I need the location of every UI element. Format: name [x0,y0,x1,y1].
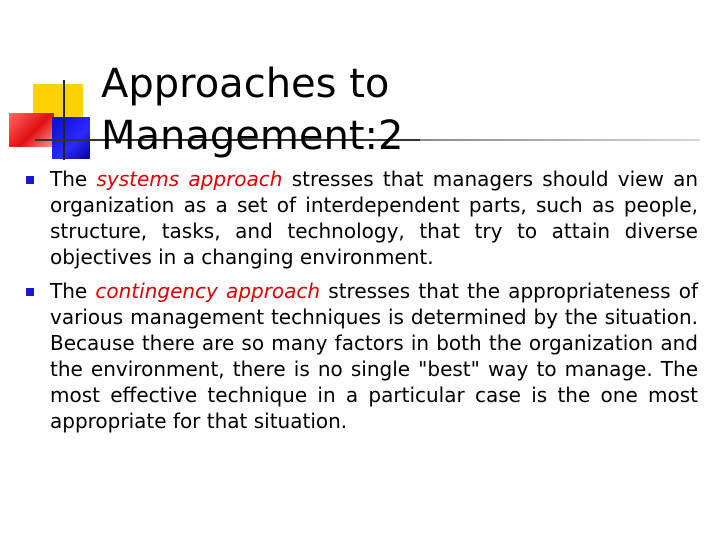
logo-blue-square [52,117,90,159]
slide-title [101,58,521,162]
bullet-item-contingency [22,278,698,434]
square-bullet-icon [26,176,34,184]
bullet-text [50,278,698,434]
slide-title-line-1: Approaches to [101,61,390,107]
key-term: contingency approach [95,279,321,303]
logo-vertical-line [63,80,65,160]
bullet-item-systems [22,166,698,270]
bullet-lead: The [50,167,97,191]
bullet-body: stresses that managers should view an organization as a set of interdependent parts, such as people, structure, tasks, and technology, that try to attain diverse objectives in a changing environment. [50,167,698,269]
key-term: systems approach [96,167,283,191]
logo-red-square [9,113,54,147]
bullet-text [50,166,698,270]
bullet-list [22,166,698,442]
bullet-body: stresses that the appropriateness of various management techniques is determined by the situation. Because there are so many factors in both the organization and the environment, there is no single "best" way to manage. The most effective technique in a particular case is the one most appropriate for that situation. [50,279,699,433]
bullet-lead: The [50,279,96,303]
square-bullet-icon [26,288,34,296]
slide-title-line-2: Management:2 [101,113,404,159]
